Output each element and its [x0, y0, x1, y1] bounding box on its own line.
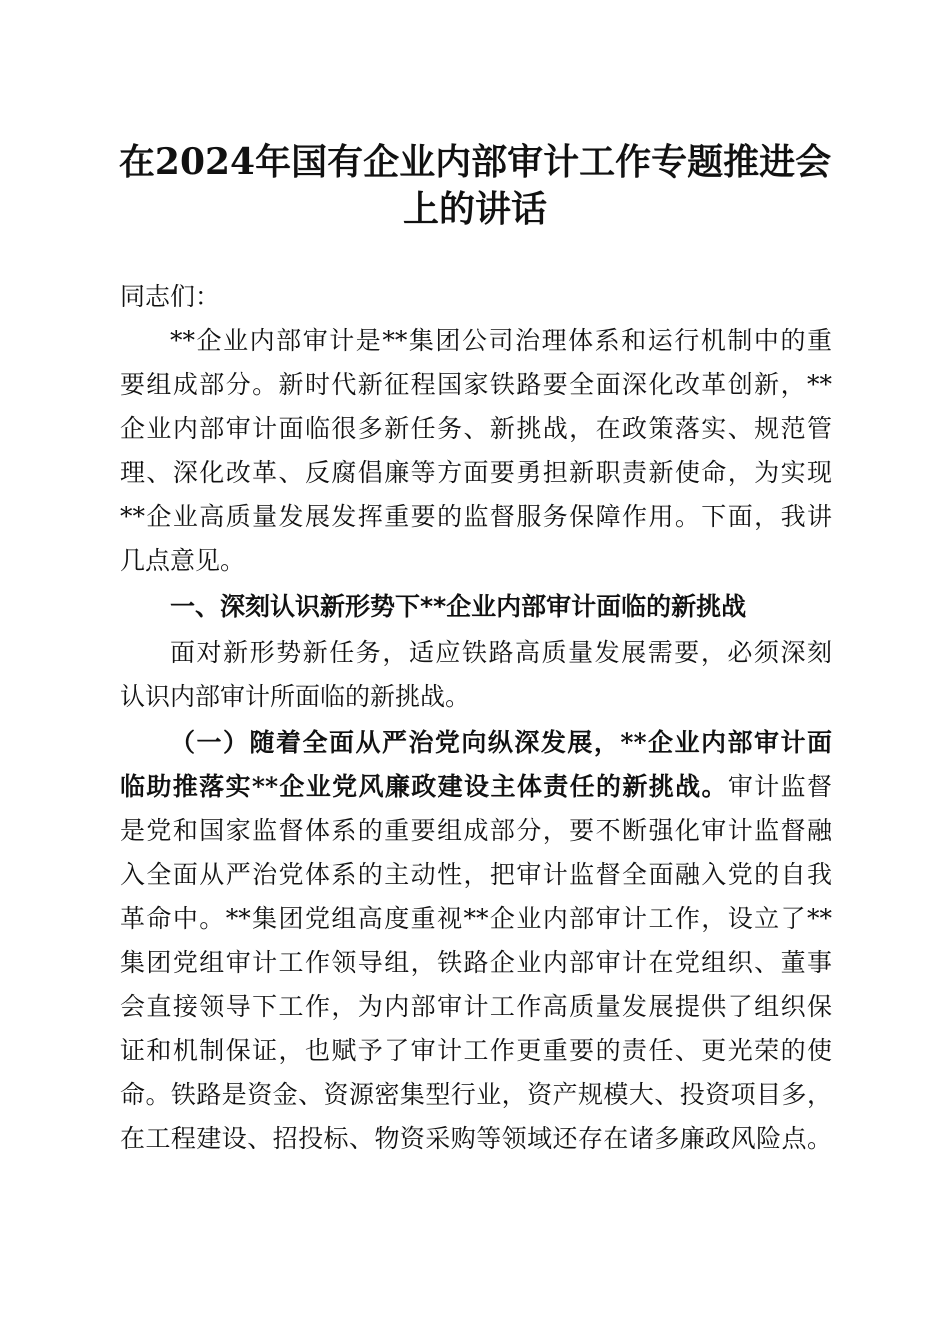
- salutation: 同志们：: [120, 282, 221, 311]
- paragraph-line: 认识内部审计所面临的新挑战。: [120, 682, 471, 711]
- paragraph-line: 入全面从严治党体系的主动性，把审计监督全面融入党的自我: [120, 860, 832, 889]
- subsection-heading-bold-text: 临助推落实**企业党风廉政建设主体责任的新挑战。: [120, 772, 728, 801]
- paragraph-line: 集团党组审计工作领导组，铁路企业内部审计在党组织、董事: [120, 948, 832, 977]
- paragraph-line: 几点意见。: [120, 546, 246, 575]
- paragraph-text: 审计监督: [727, 772, 832, 801]
- paragraph-line: 是党和国家监督体系的重要组成部分，要不断强化审计监督融: [120, 816, 832, 845]
- section-heading: 一、深刻认识新形势下**企业内部审计面临的新挑战: [170, 592, 747, 621]
- paragraph-line: 理、深化改革、反腐倡廉等方面要勇担新职责新使命，为实现: [120, 458, 832, 487]
- paragraph-line: 面对新形势新任务，适应铁路高质量发展需要，必须深刻: [170, 638, 832, 667]
- paragraph-line: 在工程建设、招投标、物资采购等领域还存在诸多廉政风险点。: [120, 1124, 832, 1153]
- document-title-line-1: 在2024年国有企业内部审计工作专题推进会: [118, 141, 832, 183]
- subsection-heading-line-mixed: [120, 766, 832, 808]
- subsection-heading-line: （一）随着全面从严治党向纵深发展，**企业内部审计面: [170, 728, 832, 757]
- paragraph-line: **企业内部审计是**集团公司治理体系和运行机制中的重: [170, 326, 832, 355]
- paragraph-line: 要组成部分。新时代新征程国家铁路要全面深化改革创新，**: [120, 370, 832, 399]
- paragraph-line: **企业高质量发展发挥重要的监督服务保障作用。下面，我讲: [120, 502, 832, 531]
- paragraph-line: 企业内部审计面临很多新任务、新挑战，在政策落实、规范管: [120, 414, 832, 443]
- paragraph-line: 命。铁路是资金、资源密集型行业，资产规模大、投资项目多，: [120, 1080, 832, 1109]
- paragraph-line: 会直接领导下工作，为内部审计工作高质量发展提供了组织保: [120, 992, 832, 1021]
- paragraph-line: 证和机制保证，也赋予了审计工作更重要的责任、更光荣的使: [120, 1036, 832, 1065]
- document-title-line-2: 上的讲话: [402, 188, 547, 230]
- paragraph-line: 革命中。**集团党组高度重视**企业内部审计工作，设立了**: [120, 904, 832, 933]
